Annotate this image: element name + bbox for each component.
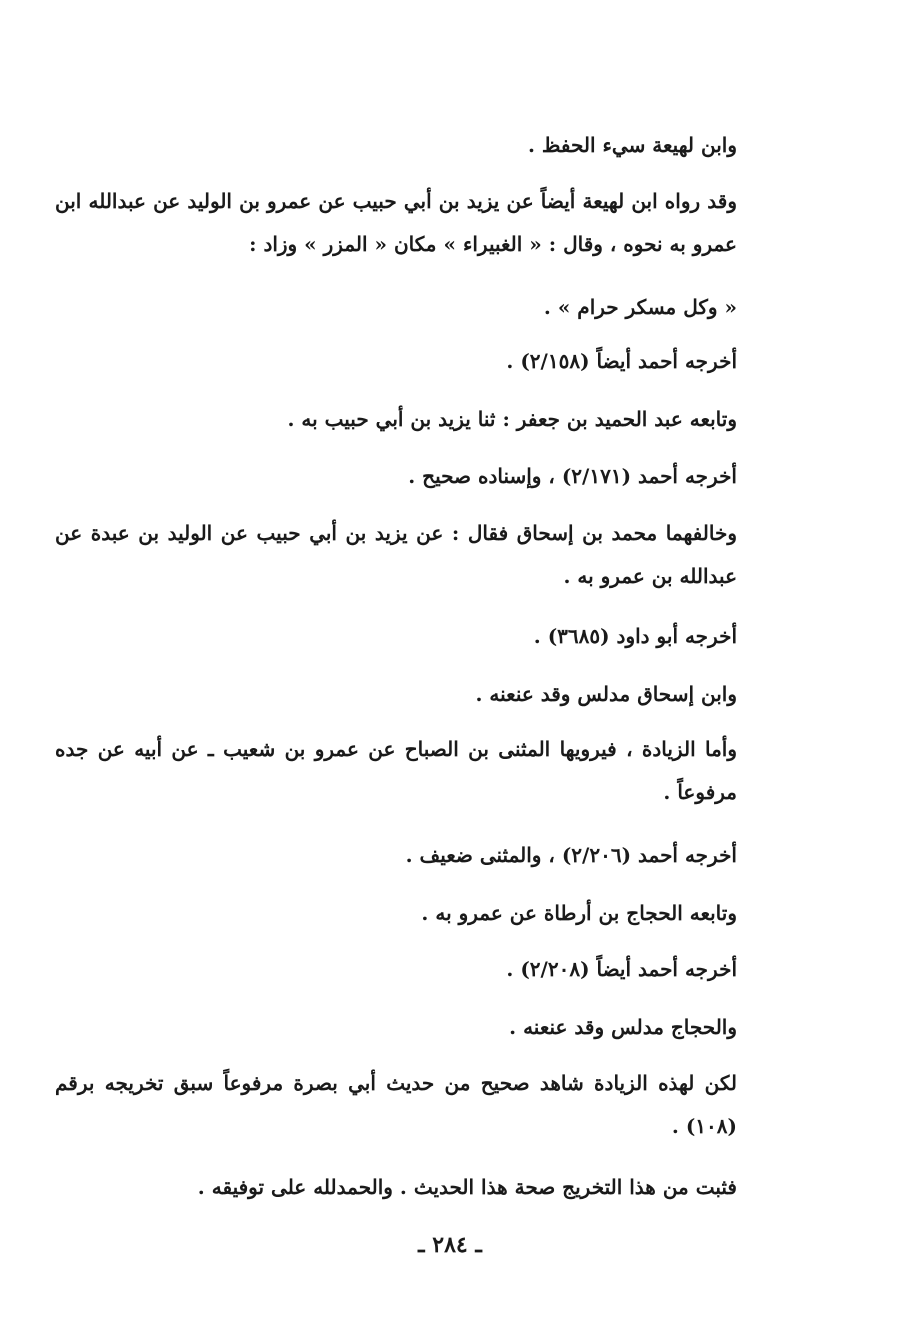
paragraph: « وكل مسكر حرام » . bbox=[543, 295, 737, 319]
paragraph: وخالفهما محمد بن إسحاق فقال : عن يزيد بن أبي حبيب عن الوليد بن عبدة عن عبدالله بن عمرو به . bbox=[55, 521, 737, 588]
paragraph: أخرجه أبو داود (٣٦٨٥) . bbox=[533, 624, 737, 648]
paragraph: فثبت من هذا التخريج صحة هذا الحديث . والحمدلله على توفيقه . bbox=[197, 1175, 737, 1199]
paragraph: أخرجه أحمد أيضاً (٢/٢٠٨) . bbox=[506, 957, 737, 981]
paragraph: أخرجه أحمد (٢/١٧١) ، وإسناده صحيح . bbox=[408, 464, 737, 488]
paragraph: وابن لهيعة سيء الحفظ . bbox=[527, 133, 737, 157]
paragraph: وتابعه عبد الحميد بن جعفر : ثنا يزيد بن أبي حبيب به . bbox=[287, 407, 737, 431]
paragraph: أخرجه أحمد (٢/٢٠٦) ، والمثنى ضعيف . bbox=[405, 843, 737, 867]
paragraph: وتابعه الحجاج بن أرطاة عن عمرو به . bbox=[421, 901, 737, 925]
paragraph: وقد رواه ابن لهيعة أيضاً عن يزيد بن أبي حبيب عن عمرو بن الوليد عن عبدالله ابن عمرو به نحوه ، وقال : « الغبيراء » مكان « المزر » وزاد : bbox=[55, 189, 737, 256]
paragraph: لكن لهذه الزيادة شاهد صحيح من حديث أبي بصرة مرفوعاً سبق تخريجه برقم (١٠٨) . bbox=[55, 1071, 737, 1138]
paragraph: وابن إسحاق مدلس وقد عنعنه . bbox=[475, 682, 737, 706]
paragraph: أخرجه أحمد أيضاً (٢/١٥٨) . bbox=[506, 349, 737, 373]
paragraph: وأما الزيادة ، فيرويها المثنى بن الصباح عن عمرو بن شعيب ـ عن أبيه عن جده مرفوعاً . bbox=[55, 737, 737, 804]
page-number: ـ ٢٨٤ ـ bbox=[418, 1232, 482, 1258]
paragraph: والحجاج مدلس وقد عنعنه . bbox=[509, 1015, 737, 1039]
